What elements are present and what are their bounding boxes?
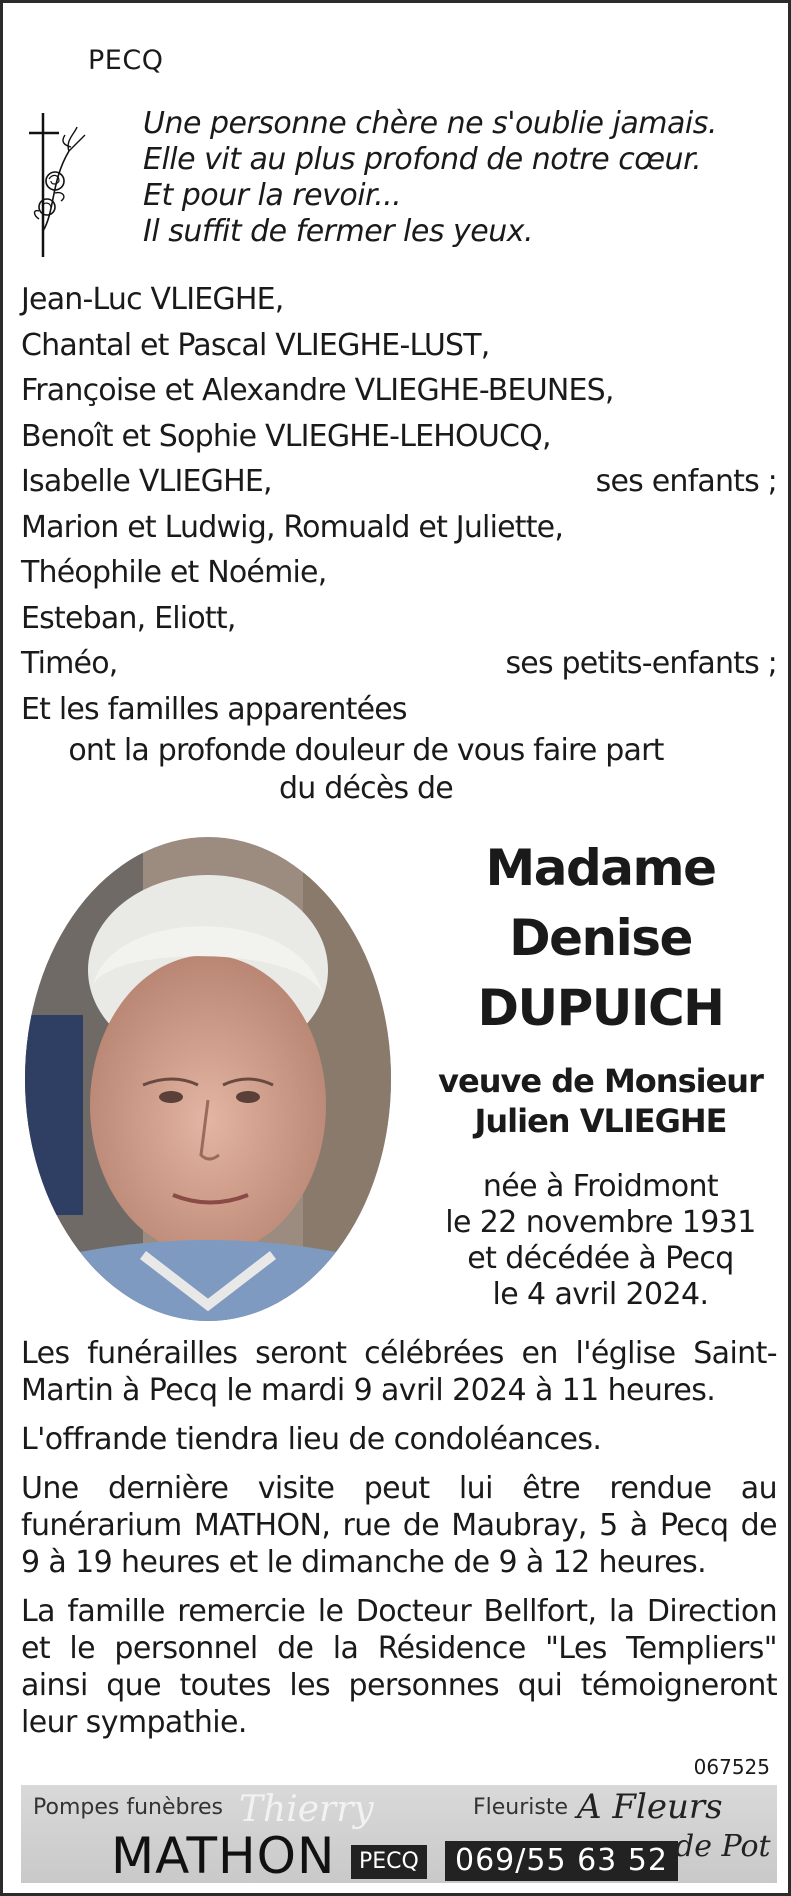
reference-number: 067525 bbox=[693, 1755, 770, 1779]
family-row bbox=[21, 277, 777, 323]
thanks-paragraph: La famille remercie le Docteur Bellfort, la Direction et le personnel de la Résidence "Les Templiers" ainsi que toutes les personnes qui témoigneront leur sympathie. bbox=[21, 1594, 777, 1740]
family-role: ses enfants ; bbox=[595, 464, 777, 499]
funeral-paragraph: Les funérailles seront célébrées en l'église Saint-Martin à Pecq le mardi 9 avril 2024 à 11 heures. bbox=[21, 1336, 777, 1408]
footer-florist-name: A Fleurs bbox=[577, 1787, 723, 1827]
family-row bbox=[21, 368, 777, 414]
deceased-last-name: DUPUICH bbox=[477, 979, 724, 1037]
announcement-line: du décès de bbox=[279, 771, 453, 806]
family-names: Marion et Ludwig, Romuald et Juliette, bbox=[21, 509, 564, 545]
footer-pompes-label: Pompes funèbres bbox=[33, 1795, 224, 1820]
family-row bbox=[21, 687, 777, 733]
quote-line: Il suffit de fermer les yeux. bbox=[143, 214, 534, 249]
deceased-block bbox=[423, 833, 778, 1313]
footer-mathon-logo: MATHON bbox=[111, 1827, 336, 1883]
birth-death-info bbox=[423, 1169, 778, 1313]
family-row bbox=[21, 414, 777, 460]
family-row bbox=[21, 596, 777, 642]
family-names: Jean-Luc VLIEGHE, bbox=[21, 282, 284, 317]
announcement bbox=[21, 732, 711, 808]
footer-florist-name-line2: de Pot bbox=[675, 1829, 771, 1864]
family-role: ses petits-enfants ; bbox=[505, 646, 777, 681]
family-row bbox=[21, 323, 777, 369]
birth-place: née à Froidmont bbox=[482, 1169, 719, 1204]
quote-line: Une personne chère ne s'oublie jamais. bbox=[143, 106, 717, 141]
footer-phone-number: 069/55 63 52 bbox=[445, 1841, 678, 1881]
family-row bbox=[21, 550, 777, 596]
deceased-title: Madame bbox=[485, 839, 716, 897]
birth-date: le 22 novembre 1931 bbox=[445, 1205, 756, 1240]
town-label: PECQ bbox=[88, 45, 164, 76]
portrait-photo bbox=[23, 835, 393, 1323]
death-date: le 4 avril 2024. bbox=[492, 1277, 709, 1312]
funeral-details bbox=[21, 1335, 777, 1753]
widow-line: veuve de Monsieur bbox=[438, 1062, 763, 1100]
family-row bbox=[21, 459, 777, 505]
family-names: Et les familles apparentées bbox=[21, 691, 407, 727]
announcement-line: ont la profonde douleur de vous faire part bbox=[68, 733, 664, 768]
family-list bbox=[21, 277, 777, 732]
quote-line: Elle vit au plus profond de notre cœur. bbox=[143, 142, 702, 177]
family-names: Chantal et Pascal VLIEGHE-LUST, bbox=[21, 327, 490, 363]
family-row bbox=[21, 641, 777, 687]
memorial-quote bbox=[143, 106, 717, 250]
cross-flower-icon bbox=[25, 111, 95, 261]
family-names: Benoît et Sophie VLIEGHE-LEHOUCQ, bbox=[21, 418, 551, 454]
quote-line: Et pour la revoir... bbox=[143, 178, 402, 213]
family-names: Timéo, bbox=[21, 646, 118, 681]
footer-fleuriste-label: Fleuriste bbox=[473, 1795, 569, 1820]
funeral-home-footer bbox=[21, 1785, 777, 1883]
family-names: Françoise et Alexandre VLIEGHE-BEUNES, bbox=[21, 373, 614, 408]
offering-paragraph: L'offrande tiendra lieu de condoléances. bbox=[21, 1422, 602, 1457]
family-names: Isabelle VLIEGHE, bbox=[21, 464, 272, 499]
deceased-first-name: Denise bbox=[509, 909, 692, 967]
visit-paragraph: Une dernière visite peut lui être rendue au funérarium MATHON, rue de Maubray, 5 à Pecq de 9 à 19 heures et le dimanche de 9 à 12 heures. bbox=[21, 1471, 777, 1580]
widow-info bbox=[423, 1061, 778, 1141]
footer-pecq-badge: PECQ bbox=[351, 1845, 427, 1879]
family-names: Théophile et Noémie, bbox=[21, 555, 327, 590]
family-names: Esteban, Eliott, bbox=[21, 600, 236, 636]
family-row bbox=[21, 505, 777, 551]
death-place: et décédée à Pecq bbox=[467, 1241, 734, 1276]
footer-thierry-label: Thierry bbox=[239, 1789, 374, 1830]
widow-line: Julien VLIEGHE bbox=[474, 1102, 727, 1140]
